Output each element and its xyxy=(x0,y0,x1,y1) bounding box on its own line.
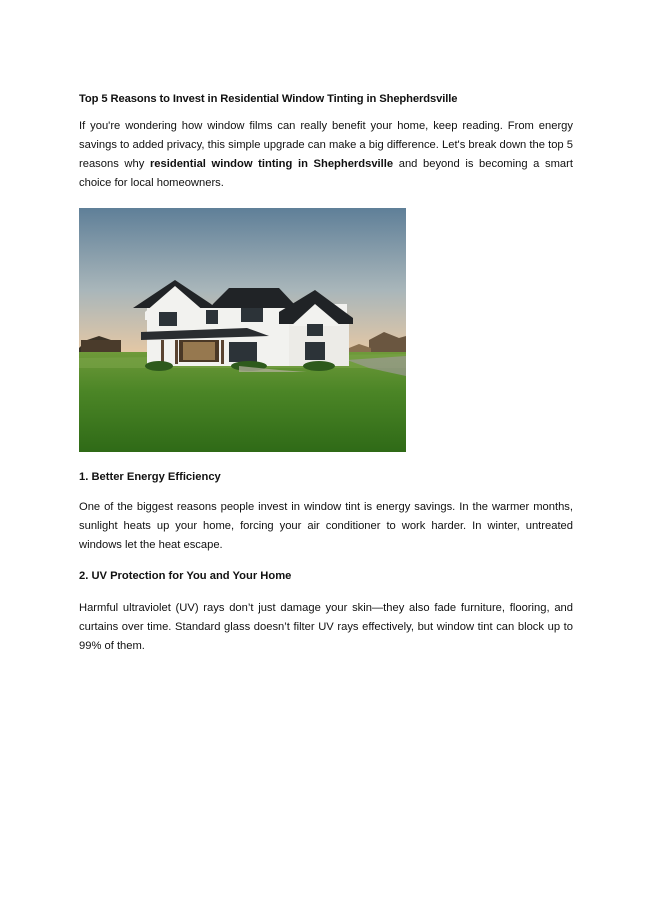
section-heading-energy: 1. Better Energy Efficiency xyxy=(79,471,221,483)
intro-bold-keyword: residential window tinting in Shepherdsville xyxy=(149,158,394,170)
intro-text-end: and beyond is becoming a smart choice for local homeowners. xyxy=(79,158,573,189)
section-body-energy: One of the biggest reasons people invest in window tint is energy savings. In the warmer months, sunlight heats up your home, forcing your air conditioner to work harder. In winter, untreated windows let the heat escape. xyxy=(79,501,573,551)
house-photo xyxy=(79,208,406,452)
section-body-uv: Harmful ultraviolet (UV) rays don’t just damage your skin—they also fade furniture, flooring, and curtains over time. Standard glass doesn’t filter UV rays effectively, but window tint can block up to 99% of them. xyxy=(79,602,573,652)
document-content xyxy=(79,93,573,656)
section-heading-uv: 2. UV Protection for You and Your Home xyxy=(79,570,292,582)
intro-paragraph xyxy=(79,117,573,193)
intro-text-start: If you're wondering how window films can really benefit your home, keep reading. From energy savings to added privacy, this simple upgrade can make a big difference. Let's break down the top 5 reasons why xyxy=(79,120,573,170)
document-title: Top 5 Reasons to Invest in Residential Window Tinting in Shepherdsville xyxy=(79,93,458,105)
